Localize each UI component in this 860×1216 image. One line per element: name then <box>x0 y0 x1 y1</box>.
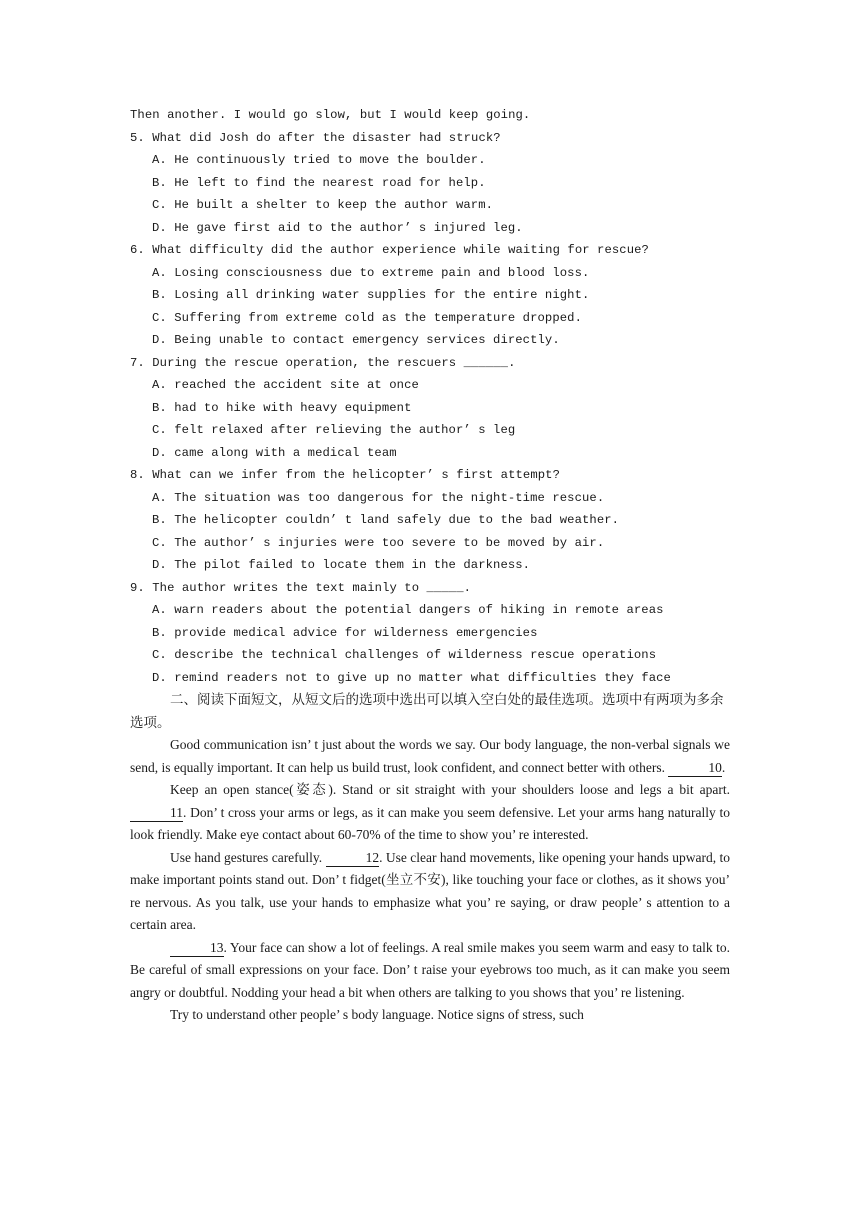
paragraph-text: . Your face can show a lot of feelings. A real smile makes you seem warm and easy to talk to. Be careful of small expressions on your face. Don’ t raise your eyebrows too much, as it can make you seem angry or doubtful. Nodding your head a bit when others are talking to you shows that you’ re listening. <box>130 939 730 1000</box>
question-stem: 7. During the rescue operation, the rescuers ______. <box>130 355 516 370</box>
paragraph-text: Keep an open stance(姿态). Stand or sit straight with your shoulders loose and legs a bit apart. <box>170 782 730 797</box>
option-c: C. felt relaxed after relieving the author’ s leg <box>152 423 516 437</box>
paragraph-2 <box>130 779 730 847</box>
option-d: D. came along with a medical team <box>152 445 397 460</box>
blank-12: 12 <box>326 850 380 867</box>
blank-11: 11 <box>130 805 183 822</box>
option-b: B. He left to find the nearest road for help. <box>152 175 486 190</box>
blank-13: 13 <box>170 940 224 957</box>
option-a: A. Losing consciousness due to extreme pain and blood loss. <box>152 265 590 280</box>
option-d: D. The pilot failed to locate them in the darkness. <box>152 558 531 572</box>
option-b: B. Losing all drinking water supplies for the entire night. <box>152 288 590 302</box>
option-c: C. He built a shelter to keep the author warm. <box>152 198 494 212</box>
intro-line: Then another. I would go slow, but I would keep going. <box>130 108 531 122</box>
option-d: D. remind readers not to give up no matter what difficulties they face <box>152 670 671 685</box>
option-c: C. The author’ s injuries were too severe to be moved by air. <box>152 535 605 550</box>
option-a: A. reached the accident site at once <box>152 378 419 392</box>
option-b: B. provide medical advice for wilderness emergencies <box>152 625 538 640</box>
blank-10: 10 <box>668 760 722 777</box>
option-a: A. He continuously tried to move the boulder. <box>152 153 486 167</box>
question-stem: 6. What difficulty did the author experience while waiting for rescue? <box>130 243 649 257</box>
option-c: C. describe the technical challenges of wilderness rescue operations <box>152 648 657 662</box>
option-d: D. He gave first aid to the author’ s injured leg. <box>152 220 523 235</box>
question-5 <box>130 127 730 240</box>
question-9 <box>130 577 730 690</box>
paragraph-text: Good communication isn’ t just about the words we say. Our body language, the non-verbal signals we send, is equally important. It can help us build trust, look confident, and connect better with others. <box>130 737 730 775</box>
option-b: B. The helicopter couldn’ t land safely due to the bad weather. <box>152 513 620 527</box>
paragraph-text: . Don’ t cross your arms or legs, as it can make you seem defensive. Let your arms hang naturally to look friendly. Make eye contact about 60-70% of the time to show you’ re interested. <box>130 804 730 842</box>
option-d: D. Being unable to contact emergency services directly. <box>152 333 560 347</box>
paragraph-4 <box>130 937 730 1005</box>
paragraph-text: . Use clear hand movements, like opening your hands upward, to make important points stand out. Don’ t fidget(坐立不安), like touching your face or clothes, as it shows you’ re nervous. As you talk, use your hands to emphasize what you’ re saying, or draw people’ s attention to a certain area. <box>130 849 730 932</box>
paragraph-text: Use hand gestures carefully. <box>170 849 326 865</box>
question-stem: 5. What did Josh do after the disaster had struck? <box>130 130 501 145</box>
question-8 <box>130 464 730 577</box>
section-2-instruction: 二、阅读下面短文，从短文后的选项中选出可以填入空白处的最佳选项。选项中有两项为多余选项。 <box>130 692 724 730</box>
option-b: B. had to hike with heavy equipment <box>152 400 412 415</box>
question-7 <box>130 352 730 465</box>
paragraph-1 <box>130 734 730 779</box>
paragraph-5: Try to understand other people’ s body language. Notice signs of stress, such <box>170 1007 584 1022</box>
question-stem: 9. The author writes the text mainly to _____. <box>130 580 472 595</box>
option-a: A. warn readers about the potential dangers of hiking in remote areas <box>152 603 664 617</box>
option-c: C. Suffering from extreme cold as the temperature dropped. <box>152 310 582 325</box>
question-6 <box>130 239 730 352</box>
option-a: A. The situation was too dangerous for the night-time rescue. <box>152 490 605 505</box>
paragraph-3 <box>130 847 730 937</box>
paragraph-text: . <box>721 759 726 775</box>
question-stem: 8. What can we infer from the helicopter’ s first attempt? <box>130 468 560 482</box>
document-page <box>130 104 730 1027</box>
